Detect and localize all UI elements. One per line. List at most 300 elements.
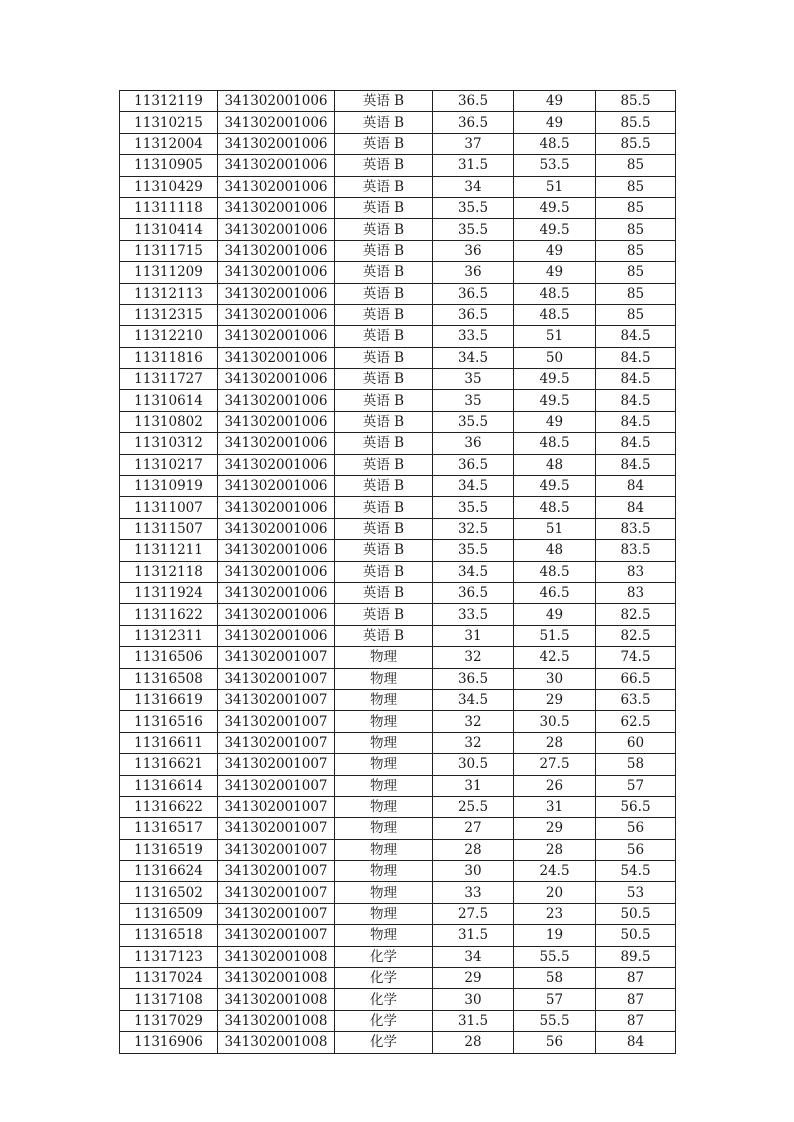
table-row — [120, 882, 676, 903]
score-a-cell: 27 — [433, 818, 514, 839]
position-code-cell: 341302001006 — [218, 454, 335, 475]
total-score-cell: 84.5 — [596, 326, 676, 347]
position-code-cell: 341302001007 — [218, 732, 335, 753]
exam-number-cell: 11311007 — [120, 497, 218, 518]
total-score-cell: 85 — [596, 304, 676, 325]
exam-number-cell: 11316906 — [120, 1032, 218, 1053]
score-a-cell: 29 — [433, 968, 514, 989]
score-a-cell: 35.5 — [433, 540, 514, 561]
score-b-cell: 55.5 — [514, 1010, 596, 1031]
position-code-cell: 341302001007 — [218, 647, 335, 668]
position-code-cell: 341302001006 — [218, 91, 335, 112]
position-code-cell: 341302001006 — [218, 219, 335, 240]
score-b-cell: 51 — [514, 518, 596, 539]
subject-cell: 英语 B — [335, 625, 433, 646]
subject-cell: 物理 — [335, 796, 433, 817]
table-row — [120, 454, 676, 475]
table-row — [120, 347, 676, 368]
position-code-cell: 341302001006 — [218, 390, 335, 411]
table-row — [120, 582, 676, 603]
score-a-cell: 35.5 — [433, 497, 514, 518]
score-a-cell: 28 — [433, 1032, 514, 1053]
total-score-cell: 85 — [596, 155, 676, 176]
subject-cell: 物理 — [335, 861, 433, 882]
total-score-cell: 62.5 — [596, 711, 676, 732]
exam-number-cell: 11310919 — [120, 476, 218, 497]
subject-cell: 英语 B — [335, 561, 433, 582]
subject-cell: 英语 B — [335, 176, 433, 197]
score-a-cell: 31 — [433, 775, 514, 796]
table-row — [120, 604, 676, 625]
score-a-cell: 36.5 — [433, 668, 514, 689]
subject-cell: 英语 B — [335, 476, 433, 497]
subject-cell: 英语 B — [335, 219, 433, 240]
subject-cell: 英语 B — [335, 540, 433, 561]
position-code-cell: 341302001006 — [218, 411, 335, 432]
table-row — [120, 369, 676, 390]
total-score-cell: 85 — [596, 197, 676, 218]
score-a-cell: 31.5 — [433, 155, 514, 176]
subject-cell: 物理 — [335, 882, 433, 903]
score-b-cell: 28 — [514, 839, 596, 860]
table-row — [120, 112, 676, 133]
position-code-cell: 341302001006 — [218, 476, 335, 497]
total-score-cell: 84.5 — [596, 454, 676, 475]
total-score-cell: 84.5 — [596, 411, 676, 432]
total-score-cell: 50.5 — [596, 925, 676, 946]
score-b-cell: 57 — [514, 989, 596, 1010]
table-row — [120, 668, 676, 689]
subject-cell: 英语 B — [335, 283, 433, 304]
score-a-cell: 34.5 — [433, 476, 514, 497]
subject-cell: 英语 B — [335, 454, 433, 475]
position-code-cell: 341302001006 — [218, 176, 335, 197]
score-b-cell: 51.5 — [514, 625, 596, 646]
score-b-cell: 48 — [514, 540, 596, 561]
score-b-cell: 49.5 — [514, 476, 596, 497]
total-score-cell: 83.5 — [596, 518, 676, 539]
position-code-cell: 341302001008 — [218, 989, 335, 1010]
exam-number-cell: 11312315 — [120, 304, 218, 325]
total-score-cell: 50.5 — [596, 903, 676, 924]
score-a-cell: 35 — [433, 390, 514, 411]
score-a-cell: 34 — [433, 946, 514, 967]
subject-cell: 英语 B — [335, 390, 433, 411]
total-score-cell: 85.5 — [596, 133, 676, 154]
total-score-cell: 87 — [596, 989, 676, 1010]
exam-number-cell: 11310614 — [120, 390, 218, 411]
position-code-cell: 341302001006 — [218, 240, 335, 261]
subject-cell: 英语 B — [335, 497, 433, 518]
total-score-cell: 85.5 — [596, 112, 676, 133]
position-code-cell: 341302001006 — [218, 433, 335, 454]
score-b-cell: 26 — [514, 775, 596, 796]
subject-cell: 英语 B — [335, 347, 433, 368]
subject-cell: 英语 B — [335, 155, 433, 176]
score-a-cell: 34.5 — [433, 689, 514, 710]
score-b-cell: 49 — [514, 112, 596, 133]
exam-number-cell: 11312311 — [120, 625, 218, 646]
table-row — [120, 283, 676, 304]
table-row — [120, 946, 676, 967]
exam-number-cell: 11316622 — [120, 796, 218, 817]
table-row — [120, 925, 676, 946]
exam-number-cell: 11316517 — [120, 818, 218, 839]
score-a-cell: 36.5 — [433, 91, 514, 112]
score-a-cell: 36.5 — [433, 582, 514, 603]
total-score-cell: 84 — [596, 476, 676, 497]
score-b-cell: 49.5 — [514, 219, 596, 240]
score-a-cell: 30 — [433, 861, 514, 882]
position-code-cell: 341302001006 — [218, 155, 335, 176]
exam-number-cell: 11316619 — [120, 689, 218, 710]
score-a-cell: 34.5 — [433, 561, 514, 582]
score-a-cell: 36.5 — [433, 454, 514, 475]
score-b-cell: 28 — [514, 732, 596, 753]
total-score-cell: 83.5 — [596, 540, 676, 561]
score-table-body — [120, 91, 676, 1054]
score-b-cell: 29 — [514, 818, 596, 839]
exam-number-cell: 11312004 — [120, 133, 218, 154]
score-a-cell: 32 — [433, 732, 514, 753]
score-a-cell: 34.5 — [433, 347, 514, 368]
total-score-cell: 85 — [596, 176, 676, 197]
subject-cell: 英语 B — [335, 112, 433, 133]
score-b-cell: 56 — [514, 1032, 596, 1053]
score-b-cell: 49 — [514, 91, 596, 112]
position-code-cell: 341302001006 — [218, 625, 335, 646]
subject-cell: 物理 — [335, 647, 433, 668]
score-b-cell: 27.5 — [514, 754, 596, 775]
score-a-cell: 32 — [433, 711, 514, 732]
subject-cell: 物理 — [335, 925, 433, 946]
table-row — [120, 476, 676, 497]
table-row — [120, 433, 676, 454]
exam-number-cell: 11316516 — [120, 711, 218, 732]
score-b-cell: 49.5 — [514, 197, 596, 218]
total-score-cell: 58 — [596, 754, 676, 775]
score-a-cell: 32 — [433, 647, 514, 668]
score-a-cell: 33.5 — [433, 604, 514, 625]
table-row — [120, 390, 676, 411]
score-b-cell: 30 — [514, 668, 596, 689]
exam-number-cell: 11310217 — [120, 454, 218, 475]
table-row — [120, 1010, 676, 1031]
total-score-cell: 85 — [596, 262, 676, 283]
position-code-cell: 341302001008 — [218, 968, 335, 989]
score-b-cell: 49 — [514, 262, 596, 283]
table-row — [120, 540, 676, 561]
score-a-cell: 36.5 — [433, 112, 514, 133]
total-score-cell: 82.5 — [596, 604, 676, 625]
score-a-cell: 27.5 — [433, 903, 514, 924]
position-code-cell: 341302001006 — [218, 582, 335, 603]
total-score-cell: 84 — [596, 1032, 676, 1053]
table-row — [120, 861, 676, 882]
position-code-cell: 341302001008 — [218, 1010, 335, 1031]
score-b-cell: 49 — [514, 604, 596, 625]
total-score-cell: 83 — [596, 582, 676, 603]
score-a-cell: 33.5 — [433, 326, 514, 347]
score-b-cell: 48.5 — [514, 561, 596, 582]
subject-cell: 英语 B — [335, 240, 433, 261]
table-row — [120, 326, 676, 347]
score-a-cell: 25.5 — [433, 796, 514, 817]
position-code-cell: 341302001006 — [218, 497, 335, 518]
total-score-cell: 84.5 — [596, 433, 676, 454]
score-b-cell: 55.5 — [514, 946, 596, 967]
table-row — [120, 625, 676, 646]
exam-number-cell: 11316621 — [120, 754, 218, 775]
score-a-cell: 37 — [433, 133, 514, 154]
subject-cell: 物理 — [335, 689, 433, 710]
position-code-cell: 341302001007 — [218, 903, 335, 924]
subject-cell: 英语 B — [335, 262, 433, 283]
exam-number-cell: 11310312 — [120, 433, 218, 454]
total-score-cell: 85 — [596, 283, 676, 304]
score-b-cell: 49.5 — [514, 390, 596, 411]
exam-number-cell: 11316611 — [120, 732, 218, 753]
exam-number-cell: 11317123 — [120, 946, 218, 967]
position-code-cell: 341302001006 — [218, 283, 335, 304]
exam-number-cell: 11317024 — [120, 968, 218, 989]
score-b-cell: 49.5 — [514, 369, 596, 390]
subject-cell: 英语 B — [335, 411, 433, 432]
score-b-cell: 49 — [514, 240, 596, 261]
subject-cell: 化学 — [335, 946, 433, 967]
subject-cell: 英语 B — [335, 518, 433, 539]
position-code-cell: 341302001007 — [218, 754, 335, 775]
total-score-cell: 84.5 — [596, 347, 676, 368]
exam-number-cell: 11311727 — [120, 369, 218, 390]
total-score-cell: 56 — [596, 839, 676, 860]
subject-cell: 英语 B — [335, 433, 433, 454]
exam-number-cell: 11317029 — [120, 1010, 218, 1031]
table-row — [120, 176, 676, 197]
exam-number-cell: 11312210 — [120, 326, 218, 347]
position-code-cell: 341302001008 — [218, 1032, 335, 1053]
score-b-cell: 29 — [514, 689, 596, 710]
score-a-cell: 35.5 — [433, 219, 514, 240]
table-row — [120, 732, 676, 753]
position-code-cell: 341302001008 — [218, 946, 335, 967]
score-b-cell: 48.5 — [514, 283, 596, 304]
table-row — [120, 818, 676, 839]
position-code-cell: 341302001007 — [218, 818, 335, 839]
subject-cell: 物理 — [335, 839, 433, 860]
position-code-cell: 341302001007 — [218, 668, 335, 689]
total-score-cell: 89.5 — [596, 946, 676, 967]
exam-number-cell: 11316509 — [120, 903, 218, 924]
score-a-cell: 31.5 — [433, 1010, 514, 1031]
score-a-cell: 36.5 — [433, 304, 514, 325]
subject-cell: 英语 B — [335, 369, 433, 390]
exam-number-cell: 11311507 — [120, 518, 218, 539]
exam-number-cell: 11311209 — [120, 262, 218, 283]
table-row — [120, 647, 676, 668]
position-code-cell: 341302001006 — [218, 112, 335, 133]
total-score-cell: 54.5 — [596, 861, 676, 882]
exam-number-cell: 11311211 — [120, 540, 218, 561]
score-a-cell: 33 — [433, 882, 514, 903]
exam-number-cell: 11311622 — [120, 604, 218, 625]
total-score-cell: 82.5 — [596, 625, 676, 646]
score-a-cell: 31 — [433, 625, 514, 646]
total-score-cell: 84.5 — [596, 390, 676, 411]
total-score-cell: 84 — [596, 497, 676, 518]
exam-number-cell: 11316624 — [120, 861, 218, 882]
subject-cell: 英语 B — [335, 326, 433, 347]
exam-number-cell: 11312118 — [120, 561, 218, 582]
table-row — [120, 561, 676, 582]
table-row — [120, 1032, 676, 1053]
score-a-cell: 35.5 — [433, 197, 514, 218]
total-score-cell: 85 — [596, 240, 676, 261]
position-code-cell: 341302001006 — [218, 262, 335, 283]
subject-cell: 化学 — [335, 1010, 433, 1031]
subject-cell: 英语 B — [335, 304, 433, 325]
exam-number-cell: 11310429 — [120, 176, 218, 197]
total-score-cell: 85 — [596, 219, 676, 240]
position-code-cell: 341302001006 — [218, 561, 335, 582]
subject-cell: 英语 B — [335, 197, 433, 218]
exam-number-cell: 11316506 — [120, 647, 218, 668]
score-b-cell: 30.5 — [514, 711, 596, 732]
table-row — [120, 989, 676, 1010]
score-a-cell: 31.5 — [433, 925, 514, 946]
position-code-cell: 341302001006 — [218, 197, 335, 218]
table-row — [120, 91, 676, 112]
score-b-cell: 42.5 — [514, 647, 596, 668]
table-row — [120, 518, 676, 539]
score-b-cell: 48 — [514, 454, 596, 475]
position-code-cell: 341302001007 — [218, 882, 335, 903]
score-b-cell: 49 — [514, 411, 596, 432]
position-code-cell: 341302001006 — [218, 604, 335, 625]
exam-number-cell: 11312119 — [120, 91, 218, 112]
table-row — [120, 754, 676, 775]
exam-number-cell: 11316508 — [120, 668, 218, 689]
exam-number-cell: 11311715 — [120, 240, 218, 261]
total-score-cell: 63.5 — [596, 689, 676, 710]
subject-cell: 物理 — [335, 668, 433, 689]
subject-cell: 物理 — [335, 711, 433, 732]
score-a-cell: 36 — [433, 433, 514, 454]
subject-cell: 物理 — [335, 775, 433, 796]
table-row — [120, 262, 676, 283]
position-code-cell: 341302001006 — [218, 369, 335, 390]
exam-number-cell: 11311816 — [120, 347, 218, 368]
subject-cell: 英语 B — [335, 582, 433, 603]
position-code-cell: 341302001007 — [218, 711, 335, 732]
total-score-cell: 56.5 — [596, 796, 676, 817]
table-row — [120, 903, 676, 924]
table-row — [120, 775, 676, 796]
subject-cell: 物理 — [335, 818, 433, 839]
score-b-cell: 48.5 — [514, 433, 596, 454]
score-b-cell: 51 — [514, 176, 596, 197]
subject-cell: 物理 — [335, 732, 433, 753]
exam-number-cell: 11311118 — [120, 197, 218, 218]
score-b-cell: 48.5 — [514, 497, 596, 518]
total-score-cell: 74.5 — [596, 647, 676, 668]
total-score-cell: 56 — [596, 818, 676, 839]
exam-number-cell: 11316502 — [120, 882, 218, 903]
exam-number-cell: 11310905 — [120, 155, 218, 176]
position-code-cell: 341302001006 — [218, 518, 335, 539]
score-a-cell: 28 — [433, 839, 514, 860]
score-b-cell: 20 — [514, 882, 596, 903]
score-table-page — [119, 90, 675, 1054]
total-score-cell: 57 — [596, 775, 676, 796]
subject-cell: 英语 B — [335, 604, 433, 625]
table-row — [120, 689, 676, 710]
exam-number-cell: 11316519 — [120, 839, 218, 860]
total-score-cell: 60 — [596, 732, 676, 753]
subject-cell: 英语 B — [335, 133, 433, 154]
position-code-cell: 341302001007 — [218, 925, 335, 946]
score-b-cell: 23 — [514, 903, 596, 924]
table-row — [120, 219, 676, 240]
table-row — [120, 711, 676, 732]
score-a-cell: 30.5 — [433, 754, 514, 775]
score-a-cell: 36 — [433, 240, 514, 261]
exam-number-cell: 11311924 — [120, 582, 218, 603]
score-b-cell: 19 — [514, 925, 596, 946]
exam-number-cell: 11317108 — [120, 989, 218, 1010]
subject-cell: 化学 — [335, 989, 433, 1010]
position-code-cell: 341302001006 — [218, 326, 335, 347]
table-row — [120, 197, 676, 218]
score-a-cell: 32.5 — [433, 518, 514, 539]
score-b-cell: 58 — [514, 968, 596, 989]
score-a-cell: 36 — [433, 262, 514, 283]
position-code-cell: 341302001007 — [218, 861, 335, 882]
score-b-cell: 50 — [514, 347, 596, 368]
subject-cell: 化学 — [335, 1032, 433, 1053]
score-table — [119, 90, 676, 1054]
score-b-cell: 48.5 — [514, 304, 596, 325]
total-score-cell: 84.5 — [596, 369, 676, 390]
score-a-cell: 36.5 — [433, 283, 514, 304]
position-code-cell: 341302001006 — [218, 304, 335, 325]
table-row — [120, 133, 676, 154]
score-b-cell: 48.5 — [514, 133, 596, 154]
subject-cell: 物理 — [335, 903, 433, 924]
position-code-cell: 341302001006 — [218, 133, 335, 154]
exam-number-cell: 11316518 — [120, 925, 218, 946]
score-b-cell: 31 — [514, 796, 596, 817]
table-row — [120, 240, 676, 261]
subject-cell: 物理 — [335, 754, 433, 775]
subject-cell: 英语 B — [335, 91, 433, 112]
table-row — [120, 968, 676, 989]
total-score-cell: 66.5 — [596, 668, 676, 689]
score-b-cell: 24.5 — [514, 861, 596, 882]
exam-number-cell: 11310802 — [120, 411, 218, 432]
position-code-cell: 341302001007 — [218, 839, 335, 860]
subject-cell: 化学 — [335, 968, 433, 989]
exam-number-cell: 11310215 — [120, 112, 218, 133]
exam-number-cell: 11310414 — [120, 219, 218, 240]
table-row — [120, 155, 676, 176]
position-code-cell: 341302001006 — [218, 540, 335, 561]
total-score-cell: 53 — [596, 882, 676, 903]
position-code-cell: 341302001007 — [218, 689, 335, 710]
total-score-cell: 83 — [596, 561, 676, 582]
score-b-cell: 51 — [514, 326, 596, 347]
total-score-cell: 87 — [596, 1010, 676, 1031]
